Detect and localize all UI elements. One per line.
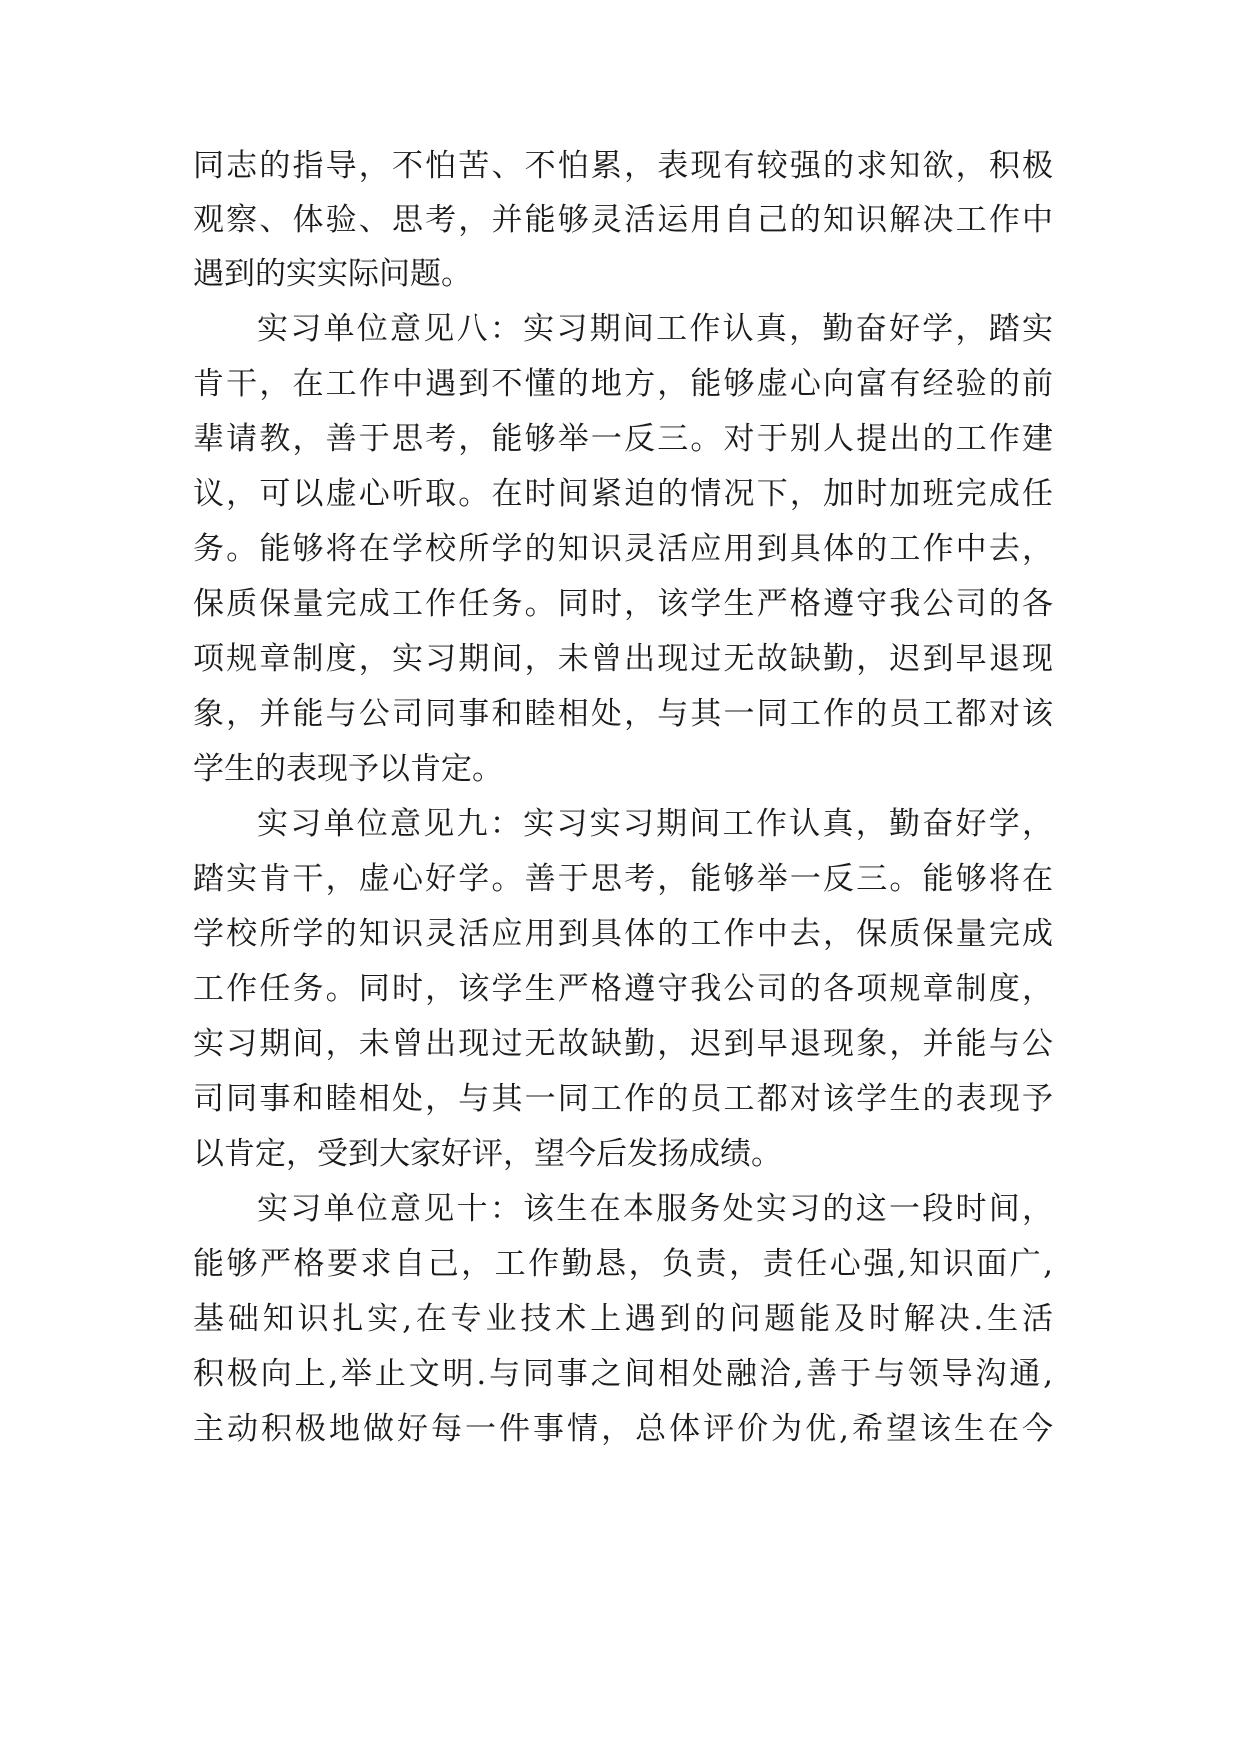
body-text-line: 肯干，在工作中遇到不懂的地方，能够虚心向富有经验的前 [193,366,1053,402]
body-text-line: 工作任务。同时，该学生严格遵守我公司的各项规章制度， [193,971,1053,1007]
body-text-line: 遇到的实实际问题。 [193,256,472,292]
body-text-line: 学生的表现予以肯定。 [193,751,503,787]
body-text-line: 保质保量完成工作任务。同时，该学生严格遵守我公司的各 [193,586,1053,622]
body-text-line: 务。能够将在学校所学的知识灵活应用到具体的工作中去， [193,531,1053,567]
body-text-line: 议，可以虚心听取。在时间紧迫的情况下，加时加班完成任 [193,476,1053,512]
paragraph-heading-line: 实习单位意见九：实习实习期间工作认真，勤奋好学， [257,806,1053,842]
paragraph-heading-line: 实习单位意见十：该生在本服务处实习的这一段时间， [257,1191,1053,1227]
body-text-line: 主动积极地做好每一件事情，总体评价为优,希望该生在今 [193,1411,1053,1447]
body-text-line: 辈请教，善于思考，能够举一反三。对于别人提出的工作建 [193,421,1053,457]
body-text-line: 象，并能与公司同事和睦相处，与其一同工作的员工都对该 [193,696,1053,732]
body-text-line: 以肯定，受到大家好评，望今后发扬成绩。 [193,1136,782,1172]
body-text-line: 学校所学的知识灵活应用到具体的工作中去，保质保量完成 [193,916,1053,952]
body-text-line: 踏实肯干，虚心好学。善于思考，能够举一反三。能够将在 [193,861,1053,897]
body-text-line: 能够严格要求自己，工作勤恳，负责，责任心强,知识面广, [193,1246,1053,1282]
body-text-line: 司同事和睦相处，与其一同工作的员工都对该学生的表现予 [193,1081,1053,1117]
body-text-line: 项规章制度，实习期间，未曾出现过无故缺勤，迟到早退现 [193,641,1053,677]
body-text-line: 积极向上,举止文明.与同事之间相处融洽,善于与领导沟通, [193,1356,1053,1392]
paragraph-heading-line: 实习单位意见八：实习期间工作认真，勤奋好学，踏实 [257,311,1053,347]
body-text-line: 观察、体验、思考，并能够灵活运用自己的知识解决工作中 [193,202,1053,238]
body-text-line: 同志的指导，不怕苦、不怕累，表现有较强的求知欲，积极 [193,148,1053,184]
body-text-line: 实习期间，未曾出现过无故缺勤，迟到早退现象，并能与公 [193,1026,1053,1062]
body-text-line: 基础知识扎实,在专业技术上遇到的问题能及时解决.生活 [193,1301,1053,1337]
